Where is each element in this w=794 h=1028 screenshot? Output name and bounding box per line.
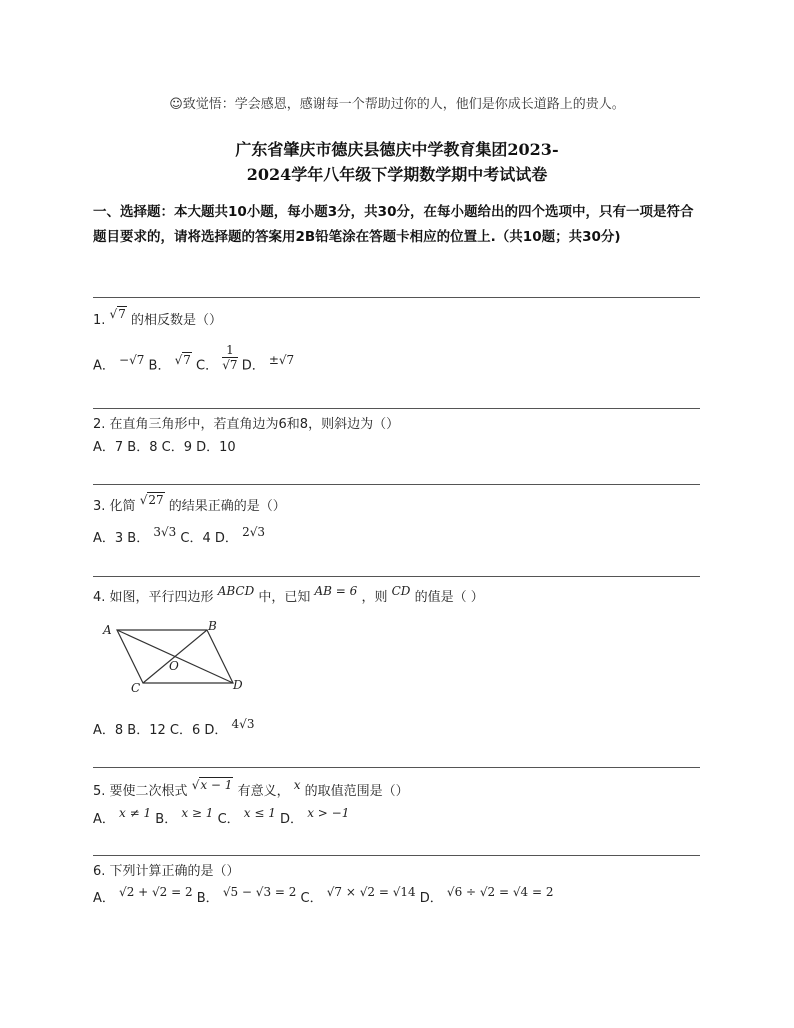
motto-text: ☺致觉悟：学会感恩，感谢每一个帮助过你的人，他们是你成长道路上的贵人。 [169,97,625,112]
math-parallelogram: ABCD [217,584,255,598]
question-stem: 4. 如图，平行四边形 [93,590,214,605]
section-heading: 一、选择题：本大题共10小题，每小题3分，共30分，在每小题给出的四个选项中，只有一项是符合题目要求的，请将选择题的答案用2B铅笔涂在答题卡相应的位置上.（共10题；共30分) [93,204,694,245]
question-stem-end: 的结果正确的是（） [168,499,286,514]
option-b-label: B． [155,812,178,827]
option-c-value: √7 × √2 = √14 [326,885,416,899]
option-b-label: B． [196,891,219,906]
math-ab-length: AB = 6 [314,584,358,598]
option-d-value: 2√3 [242,525,265,539]
options-ab: A．3 B． [93,531,150,546]
question-6: 6. 下列计算正确的是（） [93,864,240,879]
options-cd: C．4 D． [180,531,238,546]
option-b-value: x ≥ 1 [181,806,214,820]
divider [93,297,700,298]
divider [93,408,700,409]
options-abc: A．8 B．12 C．6 D． [93,723,228,738]
math-cd: CD [391,584,411,598]
option-b-label: B． [148,358,171,374]
question-1-options [93,343,295,380]
vertex-label-d: D [233,678,243,692]
option-b-value: √5 − √3 = 2 [222,885,297,899]
center-label-o: O [169,659,179,673]
option-d-value: x > −1 [307,806,350,820]
question-2: 2. 在直角三角形中，若直角边为6和8，则斜边为（） [93,417,400,432]
question-1 [93,309,222,328]
question-5 [93,780,409,799]
question-stem: 的相反数是（） [130,313,222,328]
question-3 [93,495,286,514]
vertex-label-c: C [131,681,141,695]
option-d-label: D． [419,891,443,906]
option-d-value: 4√3 [231,717,255,731]
option-c-fraction [222,344,237,372]
sqrt-expression: √7 [109,307,126,321]
diagonal-bc [143,630,207,683]
exam-title-line1: 广东省肇庆市德庆县德庆中学教育集团2023- [235,140,559,159]
option-a-value: −√7 [119,352,145,367]
question-4-options [93,719,254,738]
divider [93,767,700,768]
fraction-numerator: 1 [226,343,234,357]
question-stem-end: 的取值范围是（） [304,784,409,799]
divider [93,484,700,485]
divider [93,855,700,856]
sqrt-expression: √27 [139,493,164,507]
vertex-label-a: A [103,623,112,637]
question-stem: ，则 [361,590,388,605]
sqrt-expression: √x − 1 [191,778,233,792]
option-c-label: C． [217,812,240,827]
fraction-denominator: √7 [222,358,238,372]
question-2-options: A．7 B．8 C．9 D．10 [93,440,236,455]
question-stem-end: 的值是（ ） [414,590,484,605]
question-stem: 中，已知 [258,590,311,605]
exam-title-line2: 2024学年八年级下学期数学期中考试试卷 [246,165,548,184]
question-3-options [93,527,265,546]
option-b-value: √7 [174,352,191,367]
option-a-value: √2 + √2 = 2 [119,885,193,899]
parallelogram-figure [95,618,255,698]
math-variable-x: x [293,778,301,792]
option-a-value: x ≠ 1 [119,806,152,820]
vertex-label-b: B [208,619,217,633]
question-4 [93,586,484,605]
option-a-label: A． [93,358,115,374]
question-6-options [93,887,553,906]
option-d-value: √6 ÷ √2 = √4 = 2 [446,885,554,899]
option-c-label: C． [300,891,323,906]
option-a-label: A． [93,891,115,906]
option-c-value: x ≤ 1 [243,806,276,820]
option-d-label: D． [280,812,304,827]
divider [93,576,700,577]
option-b-value: 3√3 [153,525,177,539]
option-c-label: C． [196,358,219,374]
option-a-label: A． [93,812,115,827]
option-d-label: D． [241,358,265,374]
option-d-value: ±√7 [268,352,295,367]
question-stem: 3. 化简 [93,499,136,514]
question-5-options [93,808,349,827]
question-stem: 5. 要使二次根式 [93,784,188,799]
question-stem: 有意义， [237,784,290,799]
question-number: 1. [93,313,106,328]
